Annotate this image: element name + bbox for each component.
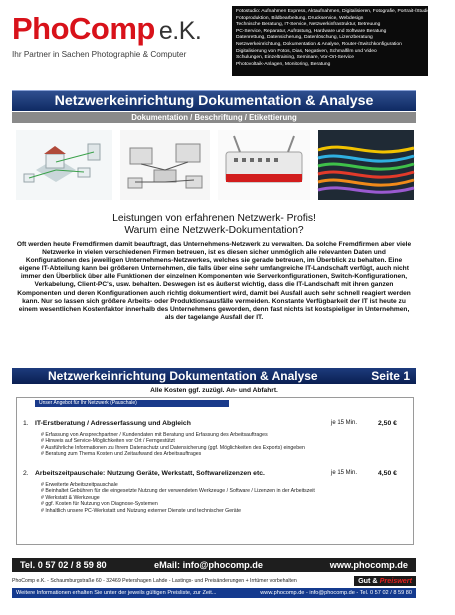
badge-highlight: Preiswert: [379, 576, 412, 585]
bullet-item: # ggf. Kosten für Nutzung von Diagnose-Systemen: [41, 501, 158, 508]
logo-tagline: Ihr Partner in Sachen Photographie & Computer: [12, 50, 187, 59]
item-price: 4,50 €: [378, 470, 397, 477]
logo-brand: [12, 12, 232, 48]
network-cables-image: [318, 130, 414, 200]
service-item: Fotoproduktion, Bildbearbeitung, Druckservice, Webdesign: [236, 15, 364, 21]
bullet-item: # Inhaltlich unsere PC-Werkstatt und Nutzung externer Dienste und technischer Geräte: [41, 507, 242, 514]
footer-address-row: [12, 576, 416, 586]
price-item: [23, 470, 413, 480]
footer-info-right: www.phocomp.de - info@phocomp.de - Tel. 0 57 02 / 8 59 80: [260, 590, 412, 596]
price-table: [16, 397, 414, 545]
bullet-item: # Erfassung von Ansprechpartner / Kundendaten mit Beratung und Erfassung des Arbeitsauftrages: [41, 432, 268, 438]
page-title: Netzwerkeinrichtung Dokumentation & Analyse: [12, 90, 416, 111]
item-bullets: [41, 432, 305, 458]
brand-suffix: e.K.: [158, 17, 202, 45]
item-title: IT-Erstberatung / Adresserfassung und Abgleich: [35, 420, 191, 427]
headline-1: Leistungen von erfahrenen Netzwerk- Profis!: [112, 213, 316, 224]
services-list: [232, 6, 455, 76]
headline-2: Warum eine Netzwerk-Dokumentation?: [124, 225, 304, 236]
footer-info-left: Weitere Informationen erhalten Sie unter der jeweils gültigen Preisliste, zur Zeit...: [16, 590, 217, 596]
item-number: 2.: [23, 470, 29, 477]
service-item: Netzwerkeinrichtung, Dokumentation & Analyse, Router-/Switchkonfiguration: [236, 41, 402, 47]
contact-phone[interactable]: Tel. 0 57 02 / 8 59 80: [20, 560, 107, 570]
network-diagram-image: [16, 130, 112, 200]
header: [8, 6, 455, 76]
bullet-item: # Beinhaltet Gebühren für die eingesetzte Nutzung der verwendeten Werkzeuge / Software / Lizenzen in der Arbeitszeit: [41, 488, 315, 495]
item-unit: je 15 Min.: [331, 470, 358, 476]
item-unit: je 15 Min.: [331, 420, 358, 426]
price-section-header: [12, 368, 416, 384]
service-item: Datenrettung, Datensicherung, Datenlöschung, Lizenzberatung: [236, 35, 373, 41]
item-bullets: [41, 482, 315, 514]
service-item: Photovoltaik-Anlagen, Monitoring, Beratung: [236, 61, 331, 67]
company-logo: [12, 12, 232, 59]
quality-badge: [354, 576, 416, 586]
service-item: PC-Service, Reparatur, Aufrüstung, Hardware und Software Beratung: [236, 28, 387, 34]
service-item: Technische Beratung, IT-Service, Netzwerkinfrastruktur, Betreuung: [236, 22, 381, 28]
cost-notice: Alle Kosten ggf. zuzügl. An- und Abfahrt.: [150, 387, 278, 394]
price-section-title: Netzwerkeinrichtung Dokumentation & Analyse: [48, 369, 318, 383]
footer-address: PhoComp e.K. - Schaumburgstraße 60 - 32469 Petershagen Lahde - Lastings- und Preisänderungen + Irrtümer vorbehalten: [12, 578, 297, 584]
contact-email[interactable]: eMail: info@phocomp.de: [154, 560, 263, 570]
body-text: Oft werden heute Fremdfirmen damit beauftragt, das Unternehmens-Netzwerk zu verwalten. Da solche Fremdfirmen aber viele Netzwerke in vielen verschiedenen Firmen betreuen, ist es diesen sicher unmöglich alle relevanten Daten und Konfigurationen des jeweiligen Unternehmens-Netzwerkes, welches sie gerade betreuen, im Überblick zu behalten. Eine eigene IT-Abteilung kann bei größeren Unternehmen, die falls über eine sehr umfangreiche IT-Landschaft verfügt, auch nicht immer den Überblick über alle Funktionen der einzelnen Komponenten wie Serverkonfigurationen, Switch-Konfigurationen, Verkabelung, Client-PC's, usw. behalten. Deswegen ist es äußerst wichtig, dass die IT-Landschaft mit ihren ganzen Komponenten und deren Konfigurationen auch richtig dokumentiert wird, damit bei Ausfall auch sehr schnell reagiert werden kann. Nur so lassen sich größere Arbeits- oder Produktionsausfälle vermeiden. Konstante Verfügbarkeit der IT ist heute zu einem wesentlichen Kostenfaktor innerhalb des Unternehmens geworden, denn fast nichts ist kostspieliger in Unternehmen, als der tagelange Ausfall der IT.: [16, 241, 412, 321]
item-number: 1.: [23, 420, 29, 427]
page-subtitle: Dokumentation / Beschriftung / Etikettierung: [12, 112, 416, 123]
brand-name: PhoComp: [12, 11, 155, 46]
bullet-item: # Erweiterte Arbeitszeitpauschale: [41, 482, 118, 488]
bullet-item: # Beratung zum Thema Kosten und Zeitaufwand des Arbeitsauftrages: [41, 451, 202, 458]
intro-headline: [20, 213, 408, 237]
contact-website[interactable]: www.phocomp.de: [329, 560, 408, 570]
service-item: Fotostudio: Aufnahmen Express, Aktaufnahmen, Digitalisieren, Fotografie, Portrait-/Studioaufnahmen: [236, 9, 455, 14]
badge-text: Gut &: [358, 576, 380, 585]
network-devices-image: [120, 130, 210, 200]
page-number: Seite 1: [371, 369, 410, 383]
image-row: [16, 130, 414, 200]
price-item: [23, 420, 413, 430]
bullet-item: # Hinweis auf Service-Möglichkeiten vor Ort / Ferngestützt: [41, 438, 175, 445]
bullet-item: # Werkstatt & Werkzeuge: [41, 494, 100, 501]
item-price: 2,50 €: [378, 420, 397, 427]
price-table-header: Unser Angebot für Ihr Netzwerk (Pauschale): [35, 400, 229, 407]
footer-info-bar: [12, 588, 416, 598]
item-title: Arbeitszeitpauschale: Nutzung Geräte, Werkstatt, Softwarelizenzen etc.: [35, 470, 265, 477]
service-item: Digitalisierung von Fotos, Dias, Negativen, Schmalfilm und Video: [236, 48, 377, 54]
service-item: Schulungen, Einzeltraining, Seminare, Vor-Ort-Service: [236, 55, 354, 61]
contact-bar: [12, 558, 416, 572]
router-image: [218, 130, 310, 200]
bullet-item: # Ausführliche Informationen zu Ihrem Datenschutz und Datensicherung (ggf. Möglichkeiten des Exports) eingeben: [41, 444, 305, 451]
